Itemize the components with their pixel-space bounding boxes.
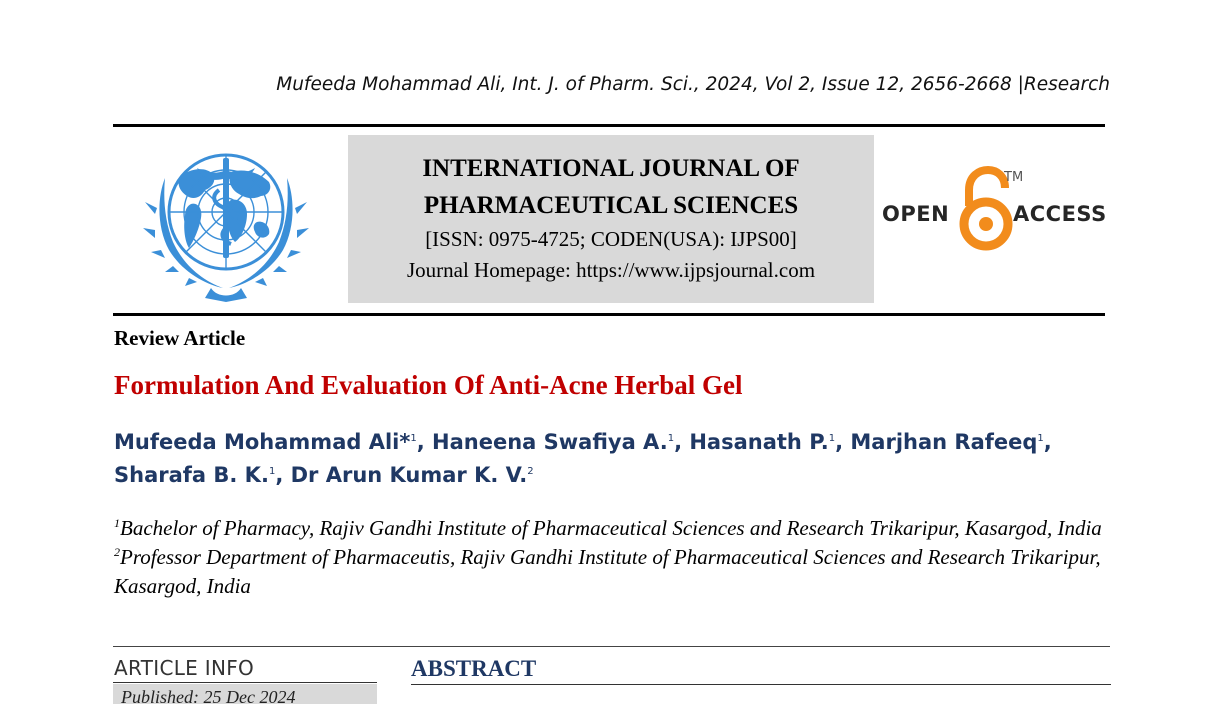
author-name: Marjhan Rafeeq	[850, 430, 1038, 454]
affiliation-text: Bachelor of Pharmacy, Rajiv Gandhi Institute of Pharmaceutical Sciences and Research Trikaripur, Kasargod, India	[120, 516, 1102, 540]
author-affiliation-mark: 1	[410, 433, 417, 444]
affiliation-item	[114, 514, 1114, 543]
author-affiliation-mark: 1	[828, 433, 836, 444]
author-separator: ,	[416, 430, 433, 454]
article-info-rule	[113, 682, 377, 683]
article-title: Formulation And Evaluation Of Anti-Acne Herbal Gel	[114, 370, 743, 400]
author-list	[114, 426, 1114, 492]
trademark-mark: TM	[1004, 170, 1024, 185]
author-separator: ,	[275, 463, 291, 487]
journal-title-line2: PHARMACEUTICAL SCIENCES	[423, 192, 799, 219]
open-access-word-access: ACCESS	[1013, 202, 1107, 226]
un-emblem-logo	[127, 138, 325, 306]
article-type: Review Article	[114, 326, 246, 350]
open-access-word-open: OPEN	[882, 202, 950, 226]
journal-title-line1: INTERNATIONAL JOURNAL OF	[422, 155, 800, 182]
affiliation-number: 1	[114, 516, 120, 530]
author-name: Dr Arun Kumar K. V.	[290, 463, 528, 487]
author-separator: ,	[1043, 430, 1052, 454]
journal-issn: [ISSN: 0975-4725; CODEN(USA): IJPS00]	[425, 227, 797, 251]
author-name: Mufeeda Mohammad Ali*	[114, 430, 411, 454]
author-affiliation-mark: 1	[268, 466, 276, 477]
affiliation-number: 2	[114, 545, 120, 559]
affiliation-item	[114, 543, 1114, 601]
author-separator: ,	[674, 430, 690, 454]
author-affiliation-mark: 2	[527, 466, 534, 477]
author-affiliation-mark: 1	[1037, 433, 1044, 444]
header-rule-top	[113, 124, 1105, 127]
article-info-heading: ARTICLE INFO	[114, 656, 255, 680]
section-divider	[113, 646, 1110, 647]
author-name: Haneena Swafiya A.	[432, 430, 668, 454]
journal-title	[348, 150, 874, 224]
header-rule-bottom	[113, 313, 1105, 316]
abstract-rule	[411, 684, 1111, 685]
author-affiliation-mark: 1	[667, 433, 675, 444]
open-access-logo	[880, 166, 1110, 256]
author-name: Sharafa B. K.	[114, 463, 269, 487]
abstract-heading: ABSTRACT	[411, 656, 537, 681]
affiliation-text: Professor Department of Pharmaceutis, Rajiv Gandhi Institute of Pharmaceutical Sciences and Research Trikaripur, Kasargod, India	[114, 545, 1101, 598]
journal-masthead	[348, 135, 874, 303]
affiliation-list	[114, 514, 1114, 601]
article-info-panel	[113, 684, 377, 704]
author-separator: ,	[835, 430, 851, 454]
journal-homepage: Journal Homepage: https://www.ijpsjournal.com	[406, 258, 816, 282]
author-name: Hasanath P.	[689, 430, 829, 454]
published-date: Published: 25 Dec 2024	[121, 687, 296, 704]
running-header: Mufeeda Mohammad Ali, Int. J. of Pharm. Sci., 2024, Vol 2, Issue 12, 2656-2668 |Research	[276, 74, 1110, 95]
